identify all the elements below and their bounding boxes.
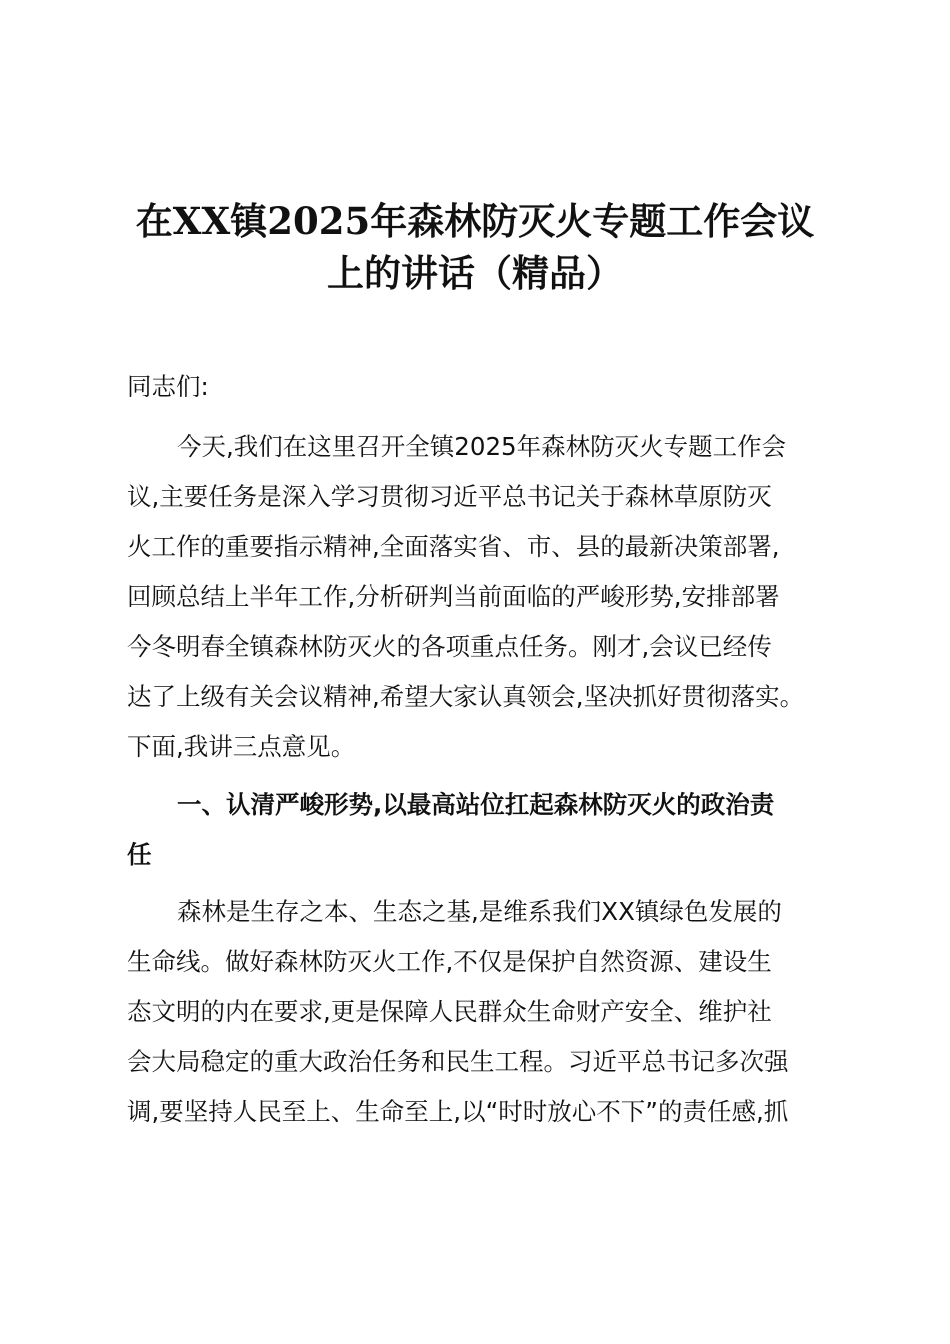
paragraph-2-line-3: 态文明的内在要求,更是保障人民群众生命财产安全、维护社 — [127, 997, 772, 1026]
paragraph-2-line-1: 森林是生存之本、生态之基,是维系我们XX镇绿色发展的 — [177, 897, 782, 926]
paragraph-1-line-3: 火工作的重要指示精神,全面落实省、市、县的最新决策部署, — [127, 532, 780, 561]
paragraph-1-line-7: 下面,我讲三点意见。 — [127, 732, 356, 761]
paragraph-1-line-1: 今天,我们在这里召开全镇2025年森林防灭火专题工作会 — [177, 432, 787, 461]
paragraph-2-line-2: 生命线。做好森林防灭火工作,不仅是保护自然资源、建设生 — [127, 947, 772, 976]
document-title-line-1: 在XX镇2025年森林防灭火专题工作会议 — [135, 199, 815, 243]
salutation: 同志们: — [127, 372, 209, 401]
document-title-line-2: 上的讲话（精品） — [327, 251, 623, 295]
paragraph-1-line-2: 议,主要任务是深入学习贯彻习近平总书记关于森林草原防灭 — [127, 482, 772, 511]
section-heading-1-line-1: 一、认清严峻形势,以最高站位扛起森林防灭火的政治责 — [177, 790, 775, 819]
paragraph-1-line-4: 回顾总结上半年工作,分析研判当前面临的严峻形势,安排部署 — [127, 582, 780, 611]
section-heading-1-line-2: 任 — [127, 840, 152, 869]
paragraph-1-line-5: 今冬明春全镇森林防灭火的各项重点任务。刚才,会议已经传 — [127, 632, 772, 661]
paragraph-2-line-5: 调,要坚持人民至上、生命至上,以“时时放心不下”的责任感,抓 — [127, 1097, 789, 1126]
paragraph-1-line-6: 达了上级有关会议精神,希望大家认真领会,坚决抓好贯彻落实。 — [127, 682, 805, 711]
paragraph-2-line-4: 会大局稳定的重大政治任务和民生工程。习近平总书记多次强 — [127, 1047, 789, 1076]
